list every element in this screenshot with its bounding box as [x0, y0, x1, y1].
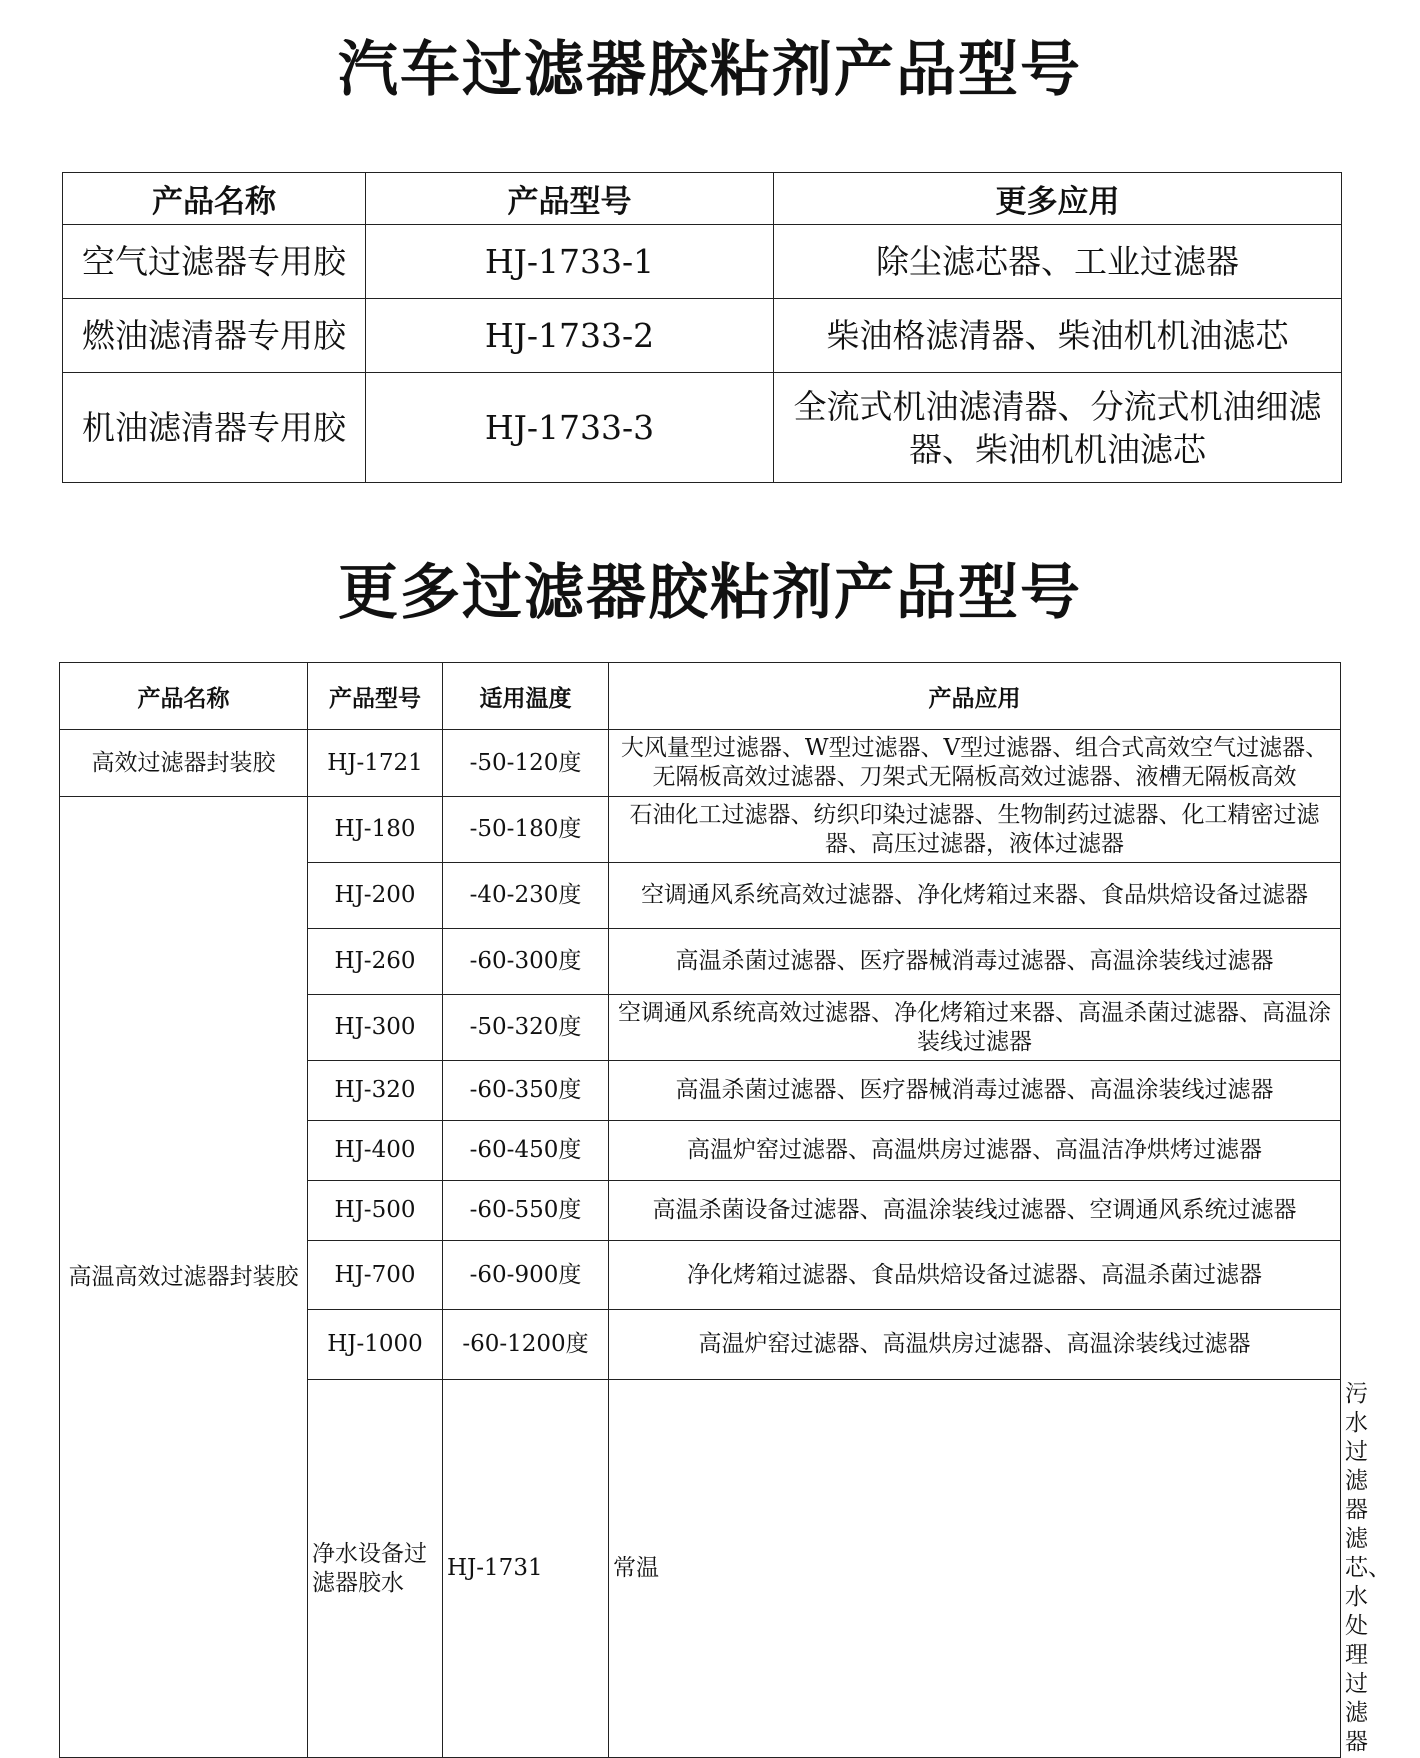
- product-name-cell: 燃油滤清器专用胶: [63, 299, 366, 373]
- product-model-cell: HJ-200: [308, 863, 443, 929]
- table-row: [60, 797, 1341, 863]
- application-cell: 空调通风系统高效过滤器、净化烤箱过来器、食品烘焙设备过滤器: [609, 863, 1341, 929]
- temperature-cell: -40-230度: [443, 863, 609, 929]
- table-row: [63, 373, 1342, 483]
- temperature-cell: -50-320度: [443, 995, 609, 1061]
- application-cell: 高温炉窑过滤器、高温烘房过滤器、高温洁净烘烤过滤器: [609, 1121, 1341, 1181]
- application-cell: 柴油格滤清器、柴油机机油滤芯: [774, 299, 1342, 373]
- temperature-cell: -60-1200度: [443, 1310, 609, 1380]
- product-model-cell: HJ-320: [308, 1061, 443, 1121]
- product-model-cell: HJ-260: [308, 929, 443, 995]
- application-cell: 除尘滤芯器、工业过滤器: [774, 225, 1342, 299]
- application-cell: 高温杀菌过滤器、医疗器械消毒过滤器、高温涂装线过滤器: [609, 929, 1341, 995]
- product-name-cell: 高温高效过滤器封装胶: [60, 797, 308, 1758]
- product-model-cell: HJ-1733-3: [366, 373, 774, 483]
- product-model-cell: HJ-400: [308, 1121, 443, 1181]
- table-header-row: [63, 173, 1342, 225]
- more-filter-table: [59, 662, 1391, 1758]
- product-model-cell: HJ-1731: [443, 1380, 609, 1758]
- product-name-cell: 高效过滤器封装胶: [60, 730, 308, 797]
- product-model-cell: HJ-300: [308, 995, 443, 1061]
- product-model-cell: HJ-180: [308, 797, 443, 863]
- table-row: 净水设备过滤器胶水 HJ-1731 常温 污水过滤器滤芯、水处理过滤器: [60, 1380, 1341, 1758]
- product-name-cell: 机油滤清器专用胶: [63, 373, 366, 483]
- product-name-cell: 净水设备过滤器胶水: [308, 1380, 443, 1758]
- temperature-cell: -60-900度: [443, 1241, 609, 1310]
- product-model-cell: HJ-1721: [308, 730, 443, 797]
- application-cell: 空调通风系统高效过滤器、净化烤箱过来器、高温杀菌过滤器、高温涂装线过滤器: [609, 995, 1341, 1061]
- column-header-temperature: 适用温度: [443, 663, 609, 730]
- application-cell: 石油化工过滤器、纺织印染过滤器、生物制药过滤器、化工精密过滤器、高压过滤器，液体过滤器: [609, 797, 1341, 863]
- application-cell: 高温杀菌设备过滤器、高温涂装线过滤器、空调通风系统过滤器: [609, 1181, 1341, 1241]
- column-header-model: 产品型号: [308, 663, 443, 730]
- temperature-cell: -50-180度: [443, 797, 609, 863]
- page-title-more: 更多过滤器胶粘剂产品型号: [338, 558, 1082, 628]
- application-cell: 全流式机油滤清器、分流式机油细滤器、柴油机机油滤芯: [774, 373, 1342, 483]
- product-model-cell: HJ-700: [308, 1241, 443, 1310]
- column-header-model: 产品型号: [366, 173, 774, 225]
- table-row: [63, 225, 1342, 299]
- temperature-cell: -50-120度: [443, 730, 609, 797]
- temperature-cell: -60-450度: [443, 1121, 609, 1181]
- column-header-application: 产品应用: [609, 663, 1341, 730]
- column-header-application: 更多应用: [774, 173, 1342, 225]
- temperature-cell: -60-300度: [443, 929, 609, 995]
- product-name-cell: 空气过滤器专用胶: [63, 225, 366, 299]
- temperature-cell: -60-350度: [443, 1061, 609, 1121]
- temperature-cell: -60-550度: [443, 1181, 609, 1241]
- temperature-cell: 常温: [609, 1380, 1341, 1758]
- application-cell: 高温炉窑过滤器、高温烘房过滤器、高温涂装线过滤器: [609, 1310, 1341, 1380]
- automotive-filter-table: [62, 172, 1342, 483]
- column-header-name: 产品名称: [60, 663, 308, 730]
- table-row: [63, 299, 1342, 373]
- application-cell: 大风量型过滤器、W型过滤器、V型过滤器、组合式高效空气过滤器、无隔板高效过滤器、刀架式无隔板高效过滤器、液槽无隔板高效: [609, 730, 1341, 797]
- table-row: [60, 730, 1341, 797]
- product-model-cell: HJ-1733-1: [366, 225, 774, 299]
- page-title-automotive: 汽车过滤器胶粘剂产品型号: [338, 35, 1082, 105]
- application-cell: 净化烤箱过滤器、食品烘焙设备过滤器、高温杀菌过滤器: [609, 1241, 1341, 1310]
- product-model-cell: HJ-500: [308, 1181, 443, 1241]
- column-header-name: 产品名称: [63, 173, 366, 225]
- product-model-cell: HJ-1000: [308, 1310, 443, 1380]
- product-model-cell: HJ-1733-2: [366, 299, 774, 373]
- table-header-row: [60, 663, 1341, 730]
- application-cell: 高温杀菌过滤器、医疗器械消毒过滤器、高温涂装线过滤器: [609, 1061, 1341, 1121]
